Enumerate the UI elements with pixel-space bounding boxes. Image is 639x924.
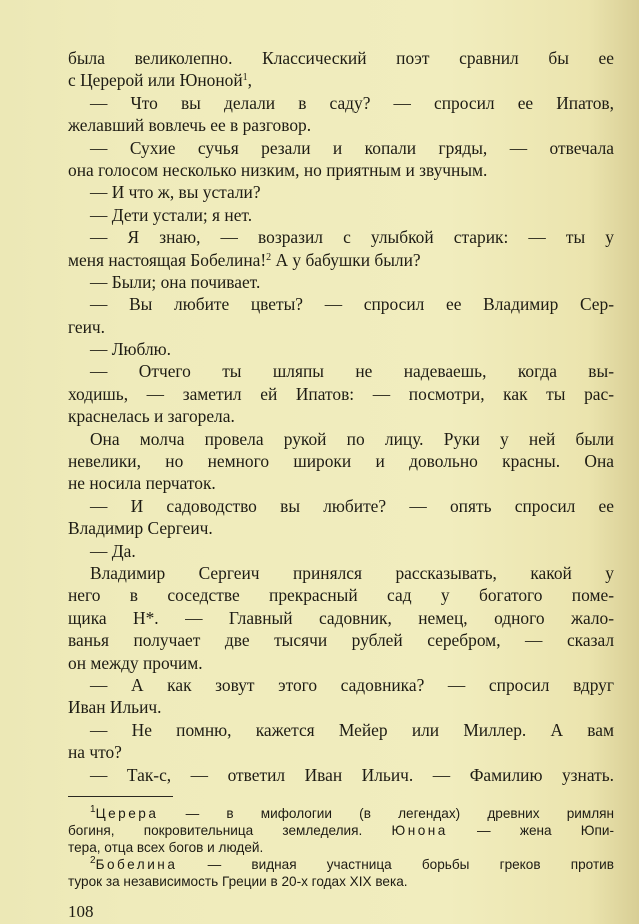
line-text: — И садоводство вы любите? — опять спросил ее [90,495,614,516]
line-text: — А как зовут этого садовника? — спросил вдруг [90,674,614,695]
line-text: — Сухие сучья резали и копали гряды, — отвечала [90,137,614,158]
line-text: была великолепно. Классический поэт сравнил бы ее [68,48,614,68]
footnote-ref[interactable]: 1 [242,72,248,84]
text-line [68,338,614,360]
line-text: на что? [68,742,122,763]
line-text: — Отчего ты шляпы не надеваешь, когда вы- [90,361,614,382]
footnote-text: — видная участница борьбы греков против [177,857,614,873]
text-line [68,137,614,159]
text-line [68,428,614,450]
text-line [68,204,614,226]
text-line [68,495,614,517]
line-text: краснелась и загорела. [68,406,235,427]
footnote-ref[interactable]: 2 [266,251,272,263]
line-text: она голосом несколько низким, но приятным и звучным. [68,159,488,180]
line-text: — Были; она почивает. [90,271,261,292]
book-page [68,47,614,922]
line-text: — Что вы делали в саду? — спросил ее Ипатов, [90,92,614,113]
text-line [68,584,614,606]
line-text: невелики, но немного широки и довольно красны. Она [68,451,614,472]
line-text: — Так-с, — ответил Иван Ильич. — Фамилию узнать. [90,764,614,785]
line-text: — Вы любите цветы? — спросил ее Владимир Сер- [90,294,614,315]
line-text: желавший вовлечь ее в разговор. [68,115,312,136]
footnote-line [68,805,614,822]
line-text: — И что ж, вы устали? [90,182,261,203]
line-text: — Я знаю, — возразил с улыбкой старик: — ты у [90,227,614,248]
text-line [68,249,614,271]
footnote-text: турок за независимость Греции в 20-х годах XIX века. [68,874,408,890]
footnote-text: тера, отца всех богов и людей. [68,840,264,856]
footnote-term: Церера [95,806,159,822]
text-line [68,181,614,203]
footnote-term: Юнона [391,823,448,839]
text-line [68,271,614,293]
footnote-text: — в мифологии (в легендах) древних римлян [158,806,614,822]
footnote-line [68,873,614,890]
footnotes [68,805,614,890]
text-line [68,719,614,741]
line-text: ходишь, — заметил ей Ипатов: — посмотри, как ты рас- [68,383,614,404]
line-text-tail: , [247,70,252,91]
body-text [68,47,614,786]
line-text: — Дети устали; я нет. [90,204,253,225]
text-line [68,69,614,91]
text-line [68,472,614,494]
text-line [68,293,614,315]
footnote-term: Бобелина [95,857,178,873]
text-line [68,159,614,181]
line-text: него в соседстве прекрасный сад у богатого поме- [68,585,614,606]
line-text: Иван Ильич. [68,697,162,718]
footnote-text: богиня, покровительница земледелия. [68,823,392,839]
text-line [68,696,614,718]
text-line [68,47,614,69]
text-line [68,92,614,114]
text-line [68,764,614,786]
text-line [68,450,614,472]
text-line [68,607,614,629]
footnote-mark: 1 [90,804,96,816]
line-text: меня настоящая Бобелина! [68,249,267,270]
text-line [68,405,614,427]
footnote-text: — жена Юпи- [447,823,614,839]
line-text: ванья получает две тысячи рублей серебром, — сказал [68,630,614,651]
line-text: Она молча провела рукой по лицу. Руки у ней были [90,428,614,449]
text-line [68,562,614,584]
text-line [68,316,614,338]
text-line [68,741,614,763]
text-line [68,540,614,562]
text-line [68,226,614,248]
line-text: с Церерой или Юноной [68,70,243,91]
line-text: — Люблю. [90,339,171,360]
line-text: — Да. [90,540,136,561]
footnote-divider [68,796,173,798]
line-text: не носила перчаток. [68,473,216,494]
page-number: 108 [68,902,94,922]
footnote-line [68,856,614,873]
line-text: он между прочим. [68,652,203,673]
footnote-line [68,839,614,856]
line-text: — Не помню, кажется Мейер или Миллер. А вам [90,719,614,740]
text-line [68,360,614,382]
line-text: Владимир Сергеич принялся рассказывать, какой у [90,562,614,583]
footnote-mark: 2 [90,855,96,867]
text-line [68,629,614,651]
line-text: геич. [68,316,106,337]
line-text: Владимир Сергеич. [68,518,213,539]
text-line [68,383,614,405]
line-text: щика Н*. — Главный садовник, немец, одного жало- [68,607,614,628]
text-line [68,652,614,674]
text-line [68,674,614,696]
text-line [68,114,614,136]
footnote-line [68,822,614,839]
line-text-tail: А у бабушки были? [271,249,421,270]
text-line [68,517,614,539]
